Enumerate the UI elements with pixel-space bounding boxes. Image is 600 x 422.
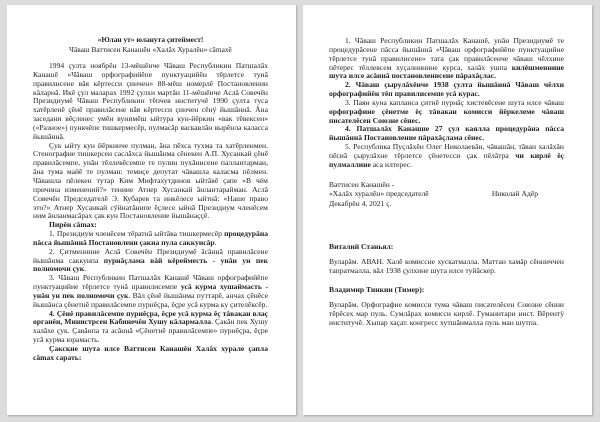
text-segment: . [214, 237, 217, 247]
document-title: «Юлан ут» юланута çитеймест! [97, 35, 204, 44]
signature-org-line2 [329, 189, 564, 199]
signature-position: «Халăх хуралĕн» председателĕ [329, 189, 429, 199]
numbered-item [329, 125, 564, 143]
comment [329, 242, 564, 276]
document-page-left [7, 5, 296, 415]
numbered-item [329, 37, 564, 81]
body-paragraph [33, 142, 268, 222]
signature-date-text: Декабрĕн 4, 2021 ç. [329, 198, 392, 208]
document-subtitle: Чăваш Ваттисен Канашĕн «Халăх Хуралĕн» cămахĕ [69, 44, 232, 54]
numbered-list-right [329, 37, 564, 170]
text-segment: 5. Республика Пуçлăхĕн Олег Николаевăн, чăвашăн, тăван халăхăн пĕсиă çырулăхне тĕрлетсе çĕнетесси çак пĕлăтра [329, 142, 564, 160]
bold-text: пурнăçлама вăй кĕрейместь - унăн ун пек полномочи çук [33, 255, 268, 274]
bold-text: чи кирлĕ ĕç пулмаллине [329, 150, 564, 169]
text-segment: Çук ыйту кун йĕркинче пулман, ăна пĕхса тухма та хатĕрленмен. Стенографие тишкерсен саслăхса йышăнма сĕнекен А.П. Хусанкай çĕнĕ правилăсемпе, унăн тĕллевĕсемпе те пулин пухăнисене паллантармаи, ăна тума майĕ те пулман: темиçе депутат чăвашла каласма пĕлмен. Чăвашла пĕлекен тутар Ким Мифтахутдинов ыйтăвĕ çапе «В чём причина изменений?» тениие Атнер Хусанкай ăнлантарайман. Аслă Совечĕн Председателĕ Э. Кубарев та инкĕлесе ыйтнă: «Наше право это?» Атнер Хусанкай сÿйнатăнипе ĕçлесе ыйнă Президиум членĕсем ним ăнланмасăрах çак кун Постановление йышăнаççĕ. [33, 140, 268, 221]
signature-org-line1 [329, 180, 564, 190]
closing-paragraph: Çакскне шута илсе Ваттисен Канашĕн Халăх хурале çапла cămах сарать: [33, 344, 268, 362]
comment-text: Вуларăм. АВАН. Халĕ комиссие хускатмалла. Маттан хамăр сĕнниччен тапратмалла, вăл 1938 çулхине шута илсе туйăскер. [329, 257, 564, 275]
numbered-item [329, 81, 564, 99]
bold-text: орфографине çĕнетме ĕç тăвакан комисси йĕркелеме чăваш писателĕсен Союзне сĕнес. [329, 106, 564, 125]
bold-text: 2. Чăваш çырулăхĕнче 1938 çулта йышăннă Чăваш чĕлхи орфографийĕн тĕп правилисемпе усă курас. [329, 80, 564, 99]
text-segment: аса илтерес. [370, 159, 413, 169]
bold-text: процедурăна пăсса йышăннă Постановлени çакна пула саккунсăр [33, 229, 268, 247]
numbered-item [33, 230, 268, 248]
signature-date [329, 199, 564, 209]
bold-text: килĕшменнине шута илсе асăннă постановленисене пăрахăçлас. [329, 62, 564, 81]
signature-block [329, 180, 564, 209]
signature-name: Николай Адĕр [491, 189, 538, 199]
body-paragraph [33, 62, 268, 142]
numbered-item [329, 99, 564, 126]
text-segment: . [84, 264, 87, 274]
comments-section [329, 242, 564, 327]
bold-text: ĕç тăвакан влаç органĕн, Министрсен Кабинечĕн Хушу кăлармалла [33, 308, 268, 327]
text-segment: 3. Чăваш Республикин Патшалăх Канашĕ Чăваш орфографийĕпе пунктуацийне тĕрлетсе тунă правилисемпе [33, 273, 268, 292]
numbered-item [33, 274, 268, 309]
text-segment: 3. Паян куна капланса çитнĕ пурнăç хистевĕсене шута илсе чăваш [345, 97, 564, 107]
comment-text: Вуларăм. Орфографие комисси тума чăваш писателĕсен Союзне сĕнни тĕрĕсех мар пуль. Сумлăрах комисси кирлĕ. Гуманитари инст. Вĕрентÿ институчĕ. Хыпар хаçат. конгресс хутшăнмалла пуль ман шутпа. [329, 299, 564, 327]
signature-org-text: Ваттисен Канашĕн - [329, 179, 395, 189]
bold-text: усă курма хушаймасть - унăн ун пек полномочи çук [33, 282, 268, 300]
bold-text: 4. Çĕнĕ правилăсемпе пурнĕçра, ĕçре усă курма [49, 308, 214, 318]
comment [329, 285, 564, 328]
numbered-item [329, 143, 564, 170]
numbered-item [33, 310, 268, 345]
numbered-list-left [33, 230, 268, 345]
bold-text: 4. Патшалăх Канашне 27 çул каялла процедурăна пăсса йышăннă Постановление пăрахăçлама сĕнес. [329, 124, 564, 143]
document-page-right [303, 5, 592, 415]
text-segment: 2. Çитменнине Аслă Совечĕн Президиумĕ ăсăннă правилăсене йышăнма саккунпа [33, 246, 268, 265]
section-heading: Пирĕн cămах: [49, 220, 97, 230]
text-segment: . Вăл çĕнĕ йышăнма путтарĕ, анчах çĕнĕсе йышăнса çĕнетнĕ правилăсемпе пурнĕçра, ĕçре усă курма ку çителĕксĕр. [33, 290, 268, 309]
comment-author: Владимир Тинкин (Тимер): [329, 284, 425, 294]
intro-paragraphs [33, 62, 268, 221]
text-segment: 1. Президиум членĕсем тĕратнă ыйтăва тишкермесĕр [49, 229, 225, 239]
text-segment: 1. Чăваш Республикин Патшалăх Канашĕ, унăн Президиумĕ те процедурăсене пăсса йышăннă «Чăваш орфографийĕпе пунктуацийне тĕрлетсе тунă правилисене» тата çак правилăсенче чăваш чĕлхине пĕтерес тĕллевсем хуçалнинине курса, халăх ушпа [329, 36, 564, 72]
text-segment: . Çакăн пек Хушу халăхе çук. Çавăнпа та асăннă «Çĕнетнĕ правилăсемпе» пурнĕçра, ĕçре усă курма юрамасть. [33, 317, 268, 345]
text-segment: 1994 çулта ноябрĕн 13-мĕшĕнче Чăваш Республикин Патшалăх Канашĕ «Чăваш орфографийĕпе пунктуацийĕн тĕрлетсе тунă правилисене вăя кĕртесси çинчен» 88-мĕш номерлĕ Постановленин кăларнă. Икĕ çул маларах 1992 çулхи мартăн 11-мĕшĕнче Аслă Совечĕн Президиумĕ Чăваш Республикин тĕпчев институчĕ 1990 çулта туса хатĕрленĕ çĕнĕ правилăсене вăя кĕртесси çинчен сĕнÿ йышăннă. Ăна заседани вĕçленес умĕн вунимĕш ыйтура кун-йĕркин «вак тĕвексен» («Разное») пункчĕпе тишкермесĕр, пулмасăр васкавлăн вырĕнла каласса йышăннă. [33, 61, 268, 141]
comment-author: Виталий Станьял: [329, 242, 394, 252]
numbered-item [33, 248, 268, 275]
